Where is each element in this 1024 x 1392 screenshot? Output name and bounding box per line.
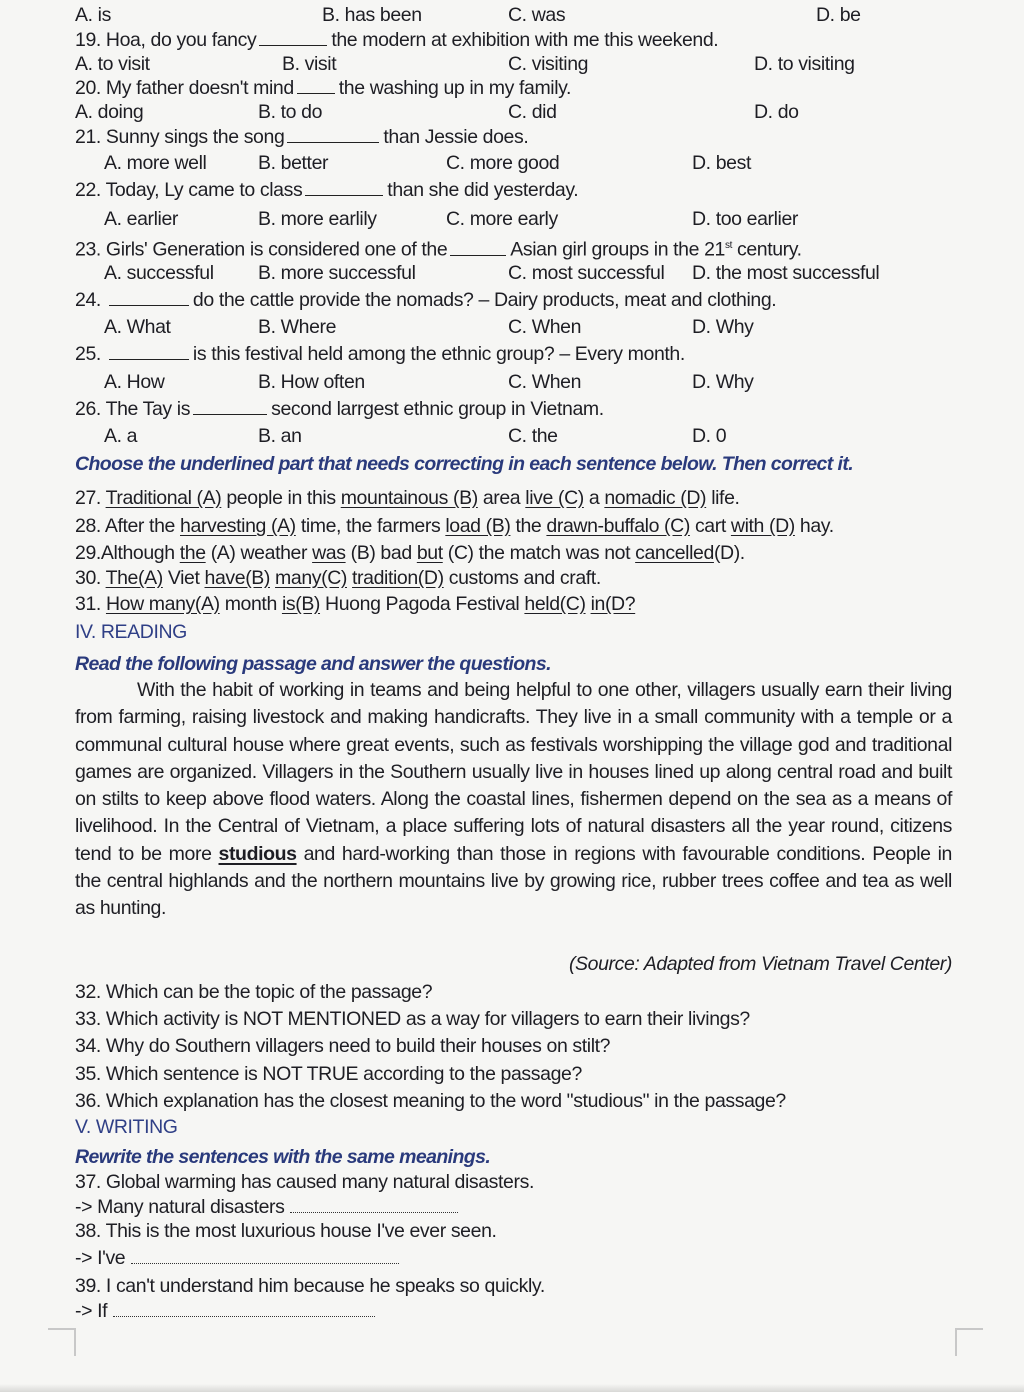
corner-mark-right [955,1328,983,1356]
passage-source: (Source: Adapted from Vietnam Travel Center) [568,953,952,975]
writing-instruction: Rewrite the sentences with the same meanings. [75,1146,491,1168]
underlined-word-studious: studious [218,842,297,865]
writing-37-answer-line: -> Many natural disasters [75,1195,458,1219]
question-34: 34. Why do Southern villagers need to build their houses on stilt? [75,1035,611,1057]
q18-option-b: B. has been [322,4,422,26]
q19-stem: 19. Hoa, do you fancy the modern at exhibition with me this weekend. [75,29,719,51]
q31-sentence: 31. How many(A) month is(B) Huong Pagoda Festival held(C) in(D? [75,593,636,615]
q26-option-c: C. the [508,425,558,447]
q24-option-c: C. When [508,316,582,338]
q22-option-b: B. more earlily [258,208,377,230]
q27-sentence: 27. Traditional (A) people in this mountainous (B) area live (C) a nomadic (D) life. [75,487,740,509]
q20-option-a: A. doing [75,101,144,123]
corner-mark-left [48,1328,76,1356]
reading-instruction: Read the following passage and answer the questions. [75,653,551,675]
question-35: 35. Which sentence is NOT TRUE according to the passage? [75,1063,582,1085]
writing-39-answer-line: -> If [75,1299,375,1323]
writing-38-answer-line: -> I've [75,1246,399,1270]
q20-stem: 20. My father doesn't mind the washing up in my family. [75,77,572,99]
q25-option-c: C. When [508,371,582,393]
q19-option-c: C. visiting [508,53,589,75]
q18-option-d: D. be [816,4,861,26]
q26-stem: 26. The Tay is second larrgest ethnic group in Vietnam. [75,398,604,420]
q21-option-c: C. more good [446,152,560,174]
q22-stem: 22. Today, Ly came to class than she did yesterday. [75,179,579,201]
q18-option-a: A. is [75,4,111,26]
writing-39-prompt: 39. I can't understand him because he speaks so quickly. [75,1275,545,1297]
q21-stem: 21. Sunny sings the song than Jessie does. [75,126,529,148]
q25-option-d: D. Why [692,371,754,393]
q28-sentence: 28. After the harvesting (A) time, the farmers load (B) the drawn-buffalo (C) cart with (D) hay. [75,515,834,537]
q25-option-b: B. How often [258,371,365,393]
q26-option-d: D. 0 [692,425,727,447]
q24-option-b: B. Where [258,316,337,338]
error-correction-instruction: Choose the underlined part that needs correcting in each sentence below. Then correct it. [75,453,854,475]
reading-passage: With the habit of working in teams and being helpful to one other, villagers usually earn their living from farming, raising livestock and making handicrafts. They live in a small community with a temple or a communal cultural house where great events, such as festivals worshipping the village god and traditional games are organized. Villagers in the Southern usually live in houses lined up along central road and built on stilts to keep above flood waters. Along the coastal lines, fishermen depend on the sea as a means of livelihood. In the Central of Vietnam, a place suffering lots of natural disasters all the year round, citizens tend to be more studious and hard-working than those in regions with favourable conditions. People in the central highlands and the northern mountains live by growing rice, rubber trees coffee and tea as well as hunting. [75,679,952,920]
question-32: 32. Which can be the topic of the passage? [75,981,433,1003]
q26-option-b: B. an [258,425,302,447]
q23-option-d: D. the most successful [692,262,880,284]
writing-heading: V. WRITING [75,1116,178,1138]
q23-stem: 23. Girls' Generation is considered one of the Asian girl groups in the 21st century. [75,238,802,261]
q23-option-c: C. most successful [508,262,665,284]
q26-option-a: A. a [104,425,138,447]
q18-option-c: C. was [508,4,566,26]
q20-option-d: D. do [754,101,799,123]
q30-sentence: 30. The(A) Viet have(B) many(C) tradition(D) customs and craft. [75,567,601,589]
q19-option-b: B. visit [282,53,337,75]
q21-option-a: A. more well [104,152,207,174]
q23-option-b: B. more successful [258,262,416,284]
q22-option-d: D. too earlier [692,208,799,230]
q22-option-c: C. more early [446,208,558,230]
writing-38-prompt: 38. This is the most luxurious house I've ever seen. [75,1220,497,1242]
page-bottom-edge [0,1384,1024,1392]
q24-stem: 24. do the cattle provide the nomads? – Dairy products, meat and clothing. [75,289,777,311]
writing-37-prompt: 37. Global warming has caused many natural disasters. [75,1171,534,1193]
q19-option-a: A. to visit [75,53,150,75]
q24-option-d: D. Why [692,316,754,338]
q20-option-c: C. did [508,101,557,123]
question-33: 33. Which activity is NOT MENTIONED as a way for villagers to earn their livings? [75,1008,750,1030]
reading-heading: IV. READING [75,621,187,643]
q21-option-b: B. better [258,152,329,174]
q25-option-a: A. How [104,371,165,393]
q24-option-a: A. What [104,316,171,338]
q20-option-b: B. to do [258,101,323,123]
q21-option-d: D. best [692,152,751,174]
q23-option-a: A. successful [104,262,214,284]
q25-stem: 25. is this festival held among the ethnic group? – Every month. [75,343,685,365]
q29-sentence: 29.Although the (A) weather was (B) bad but (C) the match was not cancelled(D). [75,542,745,564]
q19-option-d: D. to visiting [754,53,855,75]
q22-option-a: A. earlier [104,208,179,230]
question-36: 36. Which explanation has the closest meaning to the word "studious" in the passage? [75,1090,786,1112]
